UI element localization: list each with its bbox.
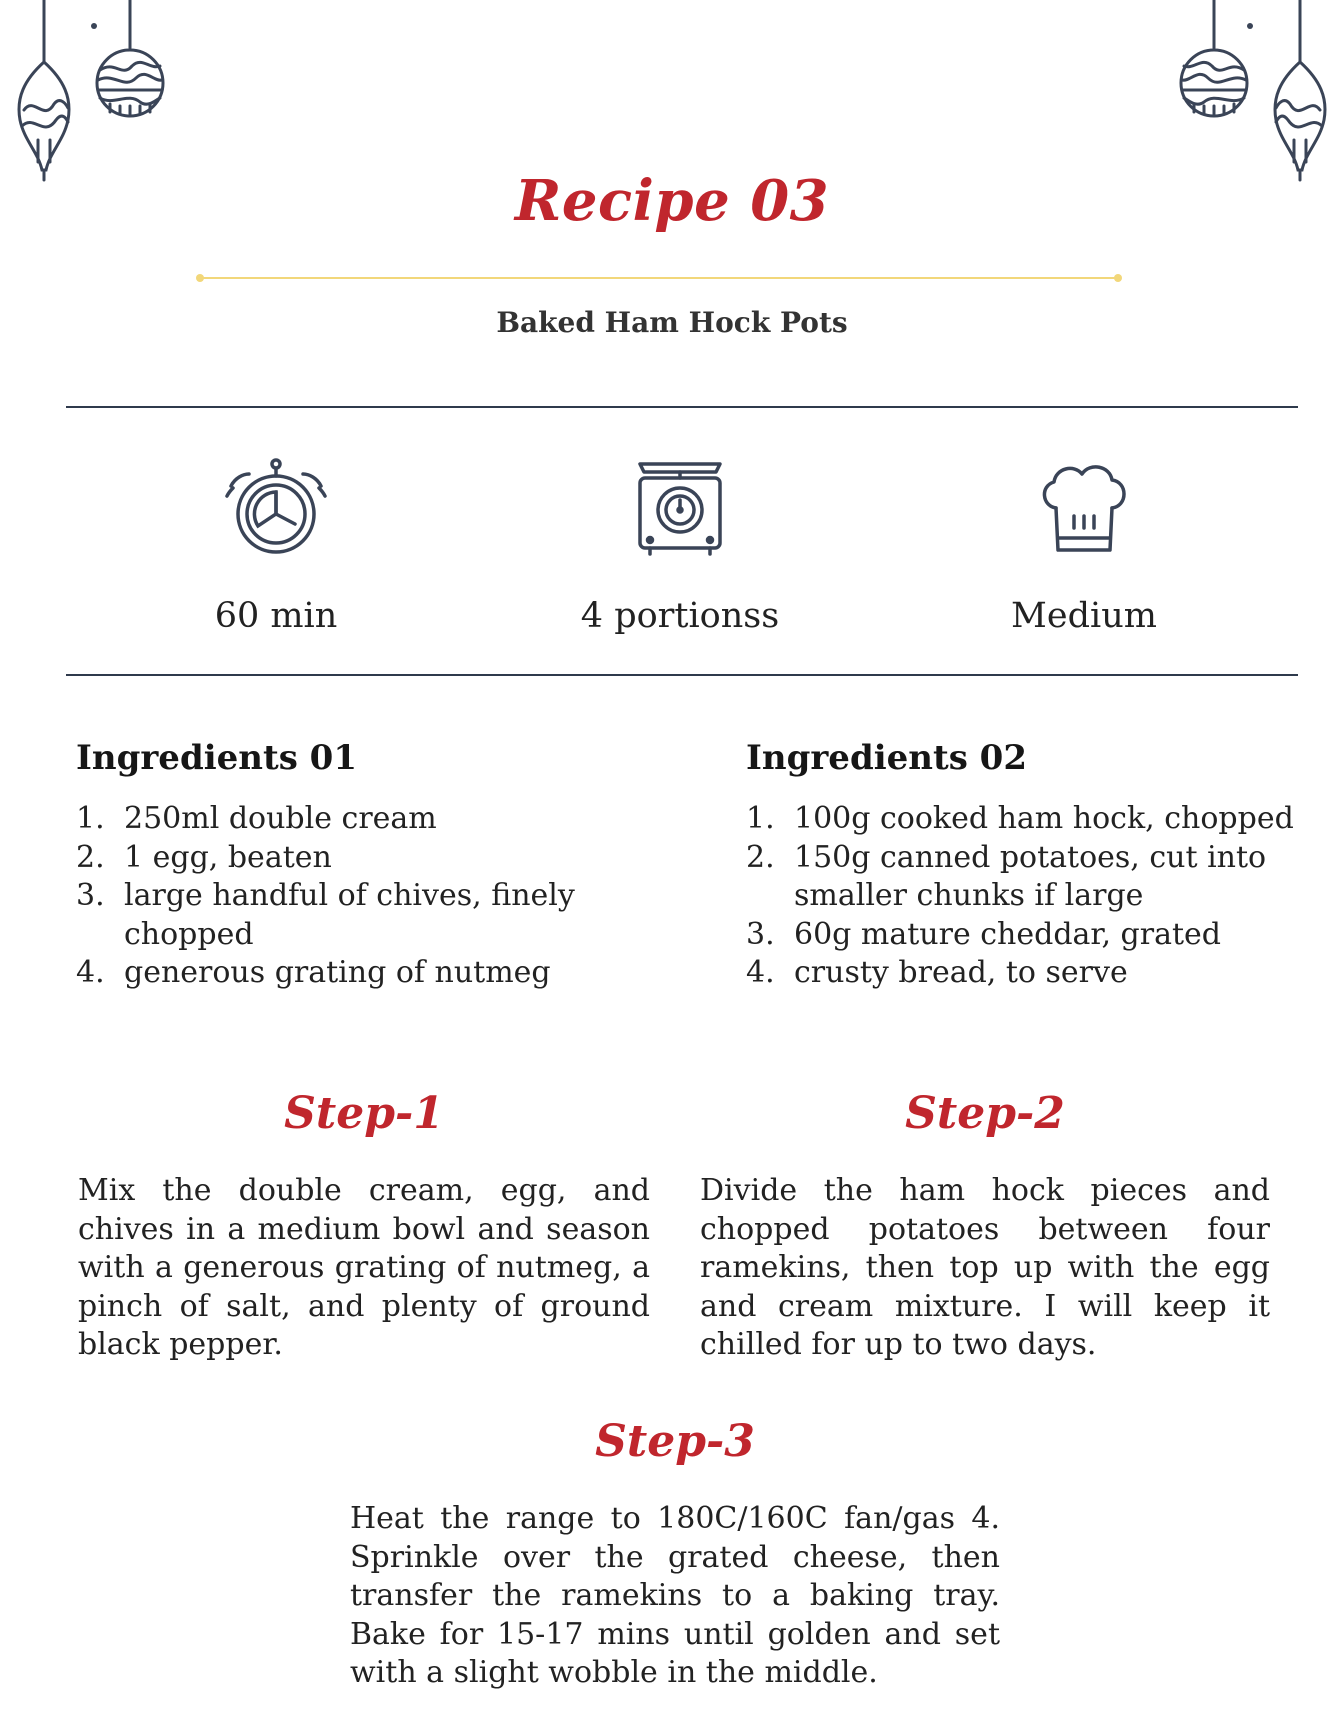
list-item: 2. 1 egg, beaten bbox=[76, 839, 332, 875]
stat-time bbox=[96, 448, 456, 636]
page-title: Recipe 03 bbox=[514, 168, 830, 234]
list-item: 2. 150g canned potatoes, cut into smaller chunks if large bbox=[746, 839, 1267, 913]
ingredients-list-1 bbox=[76, 738, 656, 993]
step-1-text: Mix the double cream, egg, and chives in a medium bowl and season with a generous grating of nutmeg, a pinch of salt, and plenty of ground black pepper. bbox=[78, 1173, 650, 1362]
list-item: 3. 60g mature cheddar, grated bbox=[746, 916, 1221, 952]
list-item: 4. crusty bread, to serve bbox=[746, 955, 1128, 990]
ingredients-2-heading: Ingredients 02 bbox=[746, 738, 1027, 778]
stat-difficulty bbox=[904, 448, 1264, 636]
step-3-heading: Step-3 bbox=[595, 1416, 755, 1467]
ornament-right-decoration bbox=[1164, 0, 1334, 190]
step-3-text: Heat the range to 180C/160C fan/gas 4. Sprinkle over the grated cheese, then transfer the ramekins to a baking tray. Bake for 15-17 mins until golden and set with a slight wobble in the middle. bbox=[350, 1501, 1000, 1690]
ingredients-1-heading: Ingredients 01 bbox=[76, 738, 357, 778]
kitchen-scale-icon bbox=[500, 448, 860, 558]
stat-portions bbox=[500, 448, 860, 636]
title-divider bbox=[196, 270, 1122, 284]
list-item: 1. 100g cooked ham hock, chopped bbox=[746, 801, 1294, 836]
difficulty-label: Medium bbox=[1011, 596, 1157, 636]
time-label: 60 min bbox=[214, 596, 338, 636]
bottom-divider bbox=[66, 674, 1298, 676]
top-divider bbox=[66, 406, 1298, 408]
recipe-name: Baked Ham Hock Pots bbox=[496, 306, 848, 339]
step-2-heading: Step-2 bbox=[905, 1088, 1065, 1139]
stopwatch-icon bbox=[96, 448, 456, 558]
list-item: 4. generous grating of nutmeg bbox=[76, 955, 551, 990]
list-item: 3. large handful of chives, finely chopped bbox=[76, 878, 575, 952]
chef-hat-icon bbox=[904, 448, 1264, 558]
portions-label: 4 portionss bbox=[580, 596, 780, 636]
ingredients-list-2 bbox=[746, 738, 1326, 993]
step-1-heading: Step-1 bbox=[284, 1088, 444, 1139]
ornament-left-decoration bbox=[10, 0, 180, 190]
list-item: 1. 250ml double cream bbox=[76, 801, 437, 836]
step-2-text: Divide the ham hock pieces and chopped potatoes between four ramekins, then top up with the egg and cream mixture. I will keep it chilled for up to two days. bbox=[700, 1173, 1270, 1362]
